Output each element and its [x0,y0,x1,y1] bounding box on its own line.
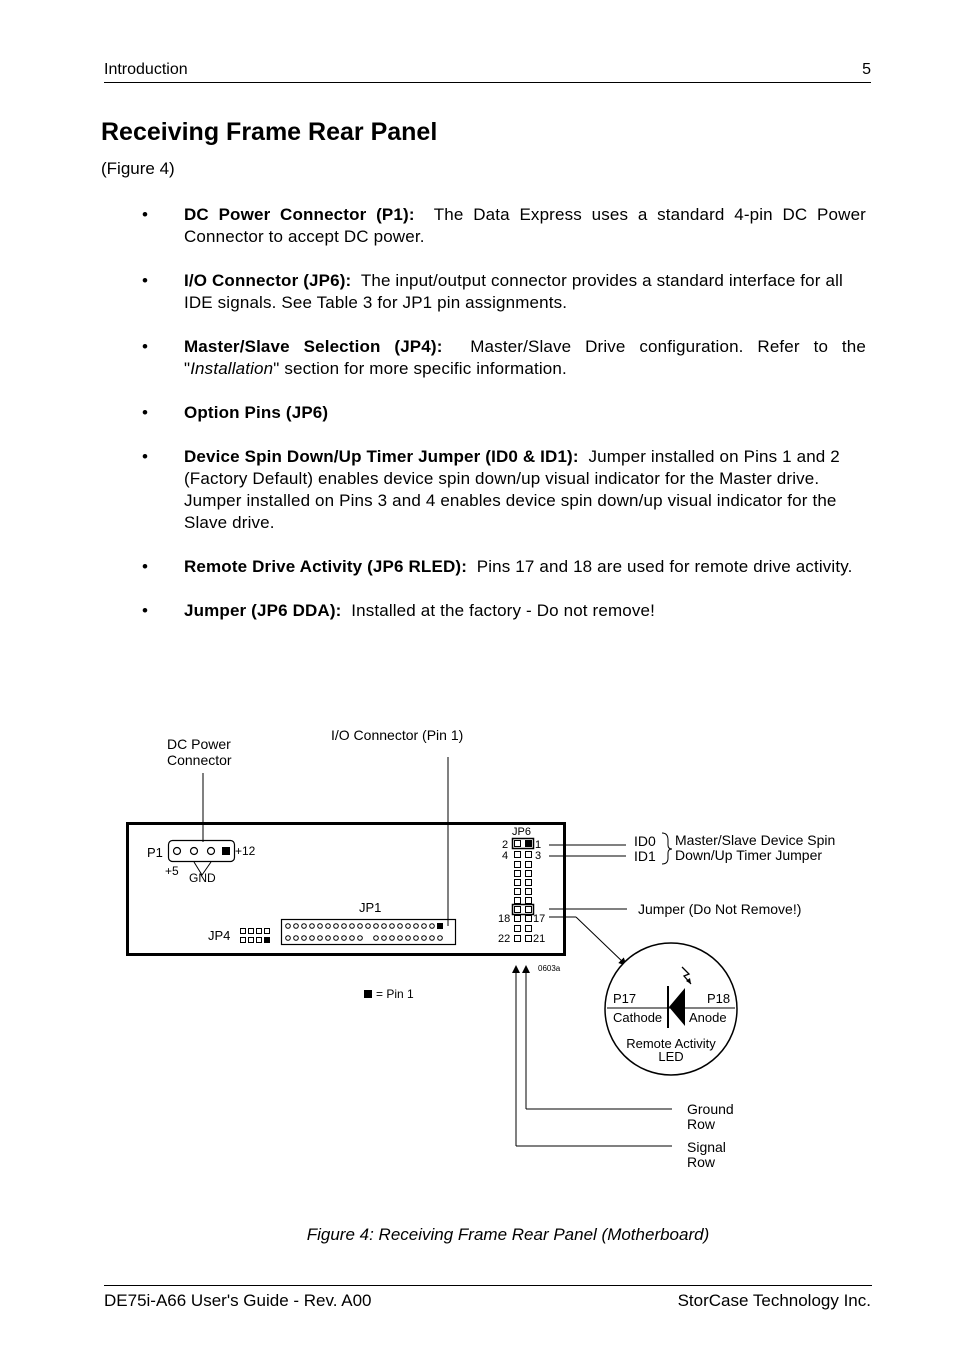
jp1-pin [422,936,427,941]
jp1-pin [390,936,395,941]
jp6-pin-1-marker [525,840,532,847]
jp6-pin [526,916,532,922]
led-arrow [576,917,626,965]
jp1-pin [302,924,307,929]
p1-label: P1 [147,845,163,860]
footer-divider [104,1285,872,1286]
jp6-pin [526,898,532,904]
jp6-pin [515,907,521,913]
jp1-pin [342,924,347,929]
plus5-label: +5 [165,864,179,878]
jp1-pin [438,936,443,941]
jp6-pin-number: 22 [498,933,511,945]
jp1-pin [334,936,339,941]
item-label: Option Pins (JP6) [184,403,329,422]
jp4-pin [257,929,262,934]
item-text: Jumper installed on Pins 1 and 2 (Factory Default) enables device spin down/up visual indicator for the Master drive. Jumper installed on Pins 3 and 4 enables device spin down/up visual indicator for the Slave drive. [184,447,840,532]
p1-pin [208,848,215,855]
jp1-pin [414,924,419,929]
bullet-marker: • [142,403,149,422]
jp6-pin [515,880,521,886]
jp1-pin [326,924,331,929]
jp1-pin [358,924,363,929]
cathode-label: Cathode [613,1010,663,1025]
item-text: " section for more specific information. [273,359,567,378]
jp1-pin [334,924,339,929]
jp1-pin [382,924,387,929]
jp4-pin [241,929,246,934]
id0-label: ID0 [634,833,656,849]
led-caption: Remote Activity [626,1036,716,1051]
jp4-pin [257,938,262,943]
jp6-label: JP6 [512,826,531,838]
jp1-pin [318,936,323,941]
bullet-marker: • [142,447,149,466]
dc-power-label: DC Power [167,736,231,752]
jp1-pin [294,924,299,929]
jp1-pin [398,924,403,929]
jp1-pin [318,924,323,929]
jp6-pin [515,871,521,877]
jp1-pin [422,924,427,929]
jp1-pin [382,936,387,941]
item-italic-text: Installation [190,359,274,378]
jp6-pin [526,852,532,858]
jp6-pin [515,852,521,858]
gnd-label: GND [189,871,216,885]
jp1-pin [286,924,291,929]
jp6-pin [526,880,532,886]
jp1-pin [430,936,435,941]
dda-jumper-label: Jumper (Do Not Remove!) [638,901,802,917]
item-text: The Data Express uses a standard 4-pin DC Power Connector to accept DC power. [184,205,866,246]
header-section-title: Introduction [104,61,188,78]
jp1-pin [350,936,355,941]
bullet-marker: • [142,271,149,290]
jp6-pin-number: 3 [535,850,542,862]
jp6-pin-number: 17 [533,913,546,925]
figure-reference: (Figure 4) [101,159,175,178]
item-label: Device Spin Down/Up Timer Jumper (ID0 & ID1): [184,447,579,466]
item-text: Master/Slave Drive configuration. Refer to the " [184,337,866,378]
jp6-pin [515,916,521,922]
jp1-pin [294,936,299,941]
jp1-pin [414,936,419,941]
item-text: Pins 17 and 18 are used for remote drive activity. [476,557,853,576]
bullet-marker: • [142,205,149,224]
jp1-pin [342,936,347,941]
jp6-pin-array [513,839,534,942]
jp6-pin [526,907,532,913]
jp6-pin-number: 4 [502,850,509,862]
jp1-pin-array [286,923,443,940]
jp4-pin [265,929,270,934]
jp4-pin-1-marker [264,937,270,943]
jp1-pin [374,924,379,929]
p1-pin [174,848,181,855]
led-caption: LED [658,1049,684,1064]
jp6-pin [515,898,521,904]
pin1-legend-label: = Pin 1 [376,987,414,1001]
jp6-pin [515,889,521,895]
item-label: DC Power Connector (P1): [184,205,415,224]
dc-power-label: Connector [167,752,232,768]
drawing-code: 0603a [538,964,561,973]
jp1-pin [286,936,291,941]
item-label: Jumper (JP6 DDA): [184,601,342,620]
jp1-pin [406,936,411,941]
item-text: The input/output connector provides a standard interface for all IDE signals. See Table 3 for JP1 pin assignments. [184,271,843,312]
jp6-pin-number: 2 [502,839,509,851]
jp6-pin [526,871,532,877]
jp4-label: JP4 [208,928,231,943]
figure-caption: Figure 4: Receiving Frame Rear Panel (Motherboard) [306,1225,710,1244]
jp6-pin [515,841,521,847]
jp1-pin [302,936,307,941]
p1-pin [191,848,198,855]
jp4-pin-array [241,929,271,944]
jp1-label: JP1 [359,900,382,915]
jp1-pin [326,936,331,941]
timer-jumper-label: Master/Slave Device Spin [675,832,836,848]
jp1-pin [310,924,315,929]
item-label: I/O Connector (JP6): [184,271,352,290]
jp6-pin [526,926,532,932]
jp6-pin [515,926,521,932]
p17-label: P17 [613,991,637,1006]
io-connector-label: I/O Connector (Pin 1) [331,727,464,743]
ground-row-label: Row [687,1116,716,1132]
jp4-pin [241,938,246,943]
jp6-pin [515,936,521,942]
page-title: Receiving Frame Rear Panel [101,118,438,146]
bullet-marker: • [142,601,149,620]
p18-label: P18 [707,991,731,1006]
anode-label: Anode [689,1010,727,1025]
jp6-pin [526,889,532,895]
jp1-pin-1-marker [437,923,443,929]
pin1-legend-swatch [364,990,372,998]
jp1-pin [310,936,315,941]
jp1-pin [374,936,379,941]
jp1-pin [406,924,411,929]
jp6-pin-number: 21 [533,933,546,945]
jp1-pin [366,924,371,929]
jp1-pin [350,924,355,929]
jp6-pin [526,936,532,942]
header-page-number: 5 [862,61,871,78]
bullet-marker: • [142,557,149,576]
id-brace [662,833,672,864]
item-label: Remote Drive Activity (JP6 RLED): [184,557,468,576]
jp6-pin [515,862,521,868]
id1-label: ID1 [634,848,656,864]
p1-pin-1-marker [222,847,230,855]
bullet-marker: • [142,337,149,356]
signal-row-label: Row [687,1154,716,1170]
footer-company: StorCase Technology Inc. [677,1291,871,1310]
jp1-pin [398,936,403,941]
footer-document-title: DE75i-A66 User's Guide - Rev. A00 [104,1291,372,1310]
jp4-pin [249,929,254,934]
ground-row-label: Ground [687,1101,734,1117]
jp1-pin [358,936,363,941]
item-label: Master/Slave Selection (JP4): [184,337,443,356]
jp4-pin [249,938,254,943]
jp1-pin [430,924,435,929]
jp1-pin [390,924,395,929]
item-text: Installed at the factory - Do not remove! [351,601,656,620]
plus12-label: +12 [235,844,256,858]
timer-jumper-label: Down/Up Timer Jumper [675,847,823,863]
jp6-pin-number: 1 [535,839,542,851]
jp6-pin [526,862,532,868]
jp6-pin-number: 18 [498,913,511,925]
signal-row-label: Signal [687,1139,726,1155]
